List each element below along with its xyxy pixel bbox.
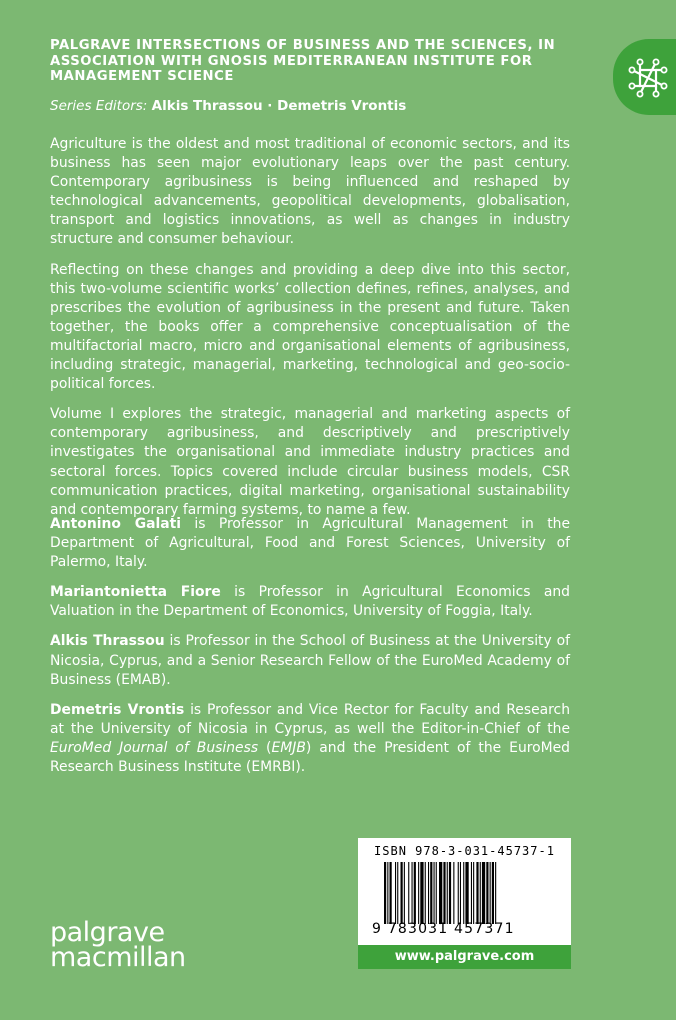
bio-fiore: [50, 583, 570, 621]
barcode-bar: [412, 862, 413, 924]
isbn-barcode: [358, 838, 571, 950]
barcode-bar: [390, 862, 392, 924]
bio-name: Alkis Thrassou: [50, 633, 165, 650]
barcode-bar: [420, 862, 423, 924]
barcode-bar: [471, 862, 472, 924]
barcode-bar: [397, 862, 398, 924]
logo-line-2: macmillan: [50, 942, 186, 973]
barcode-digits: 9 783031 457371: [372, 921, 515, 937]
barcode-bar: [463, 862, 464, 924]
bio-name: Antonino Galati: [50, 516, 182, 532]
barcode-bar: [473, 862, 474, 924]
series-editors-names: Alkis Thrassou · Demetris Vrontis: [151, 98, 407, 114]
barcode-bar: [447, 862, 448, 924]
palgrave-badge: [613, 39, 676, 115]
barcode-bar: [387, 862, 388, 924]
series-editors: [50, 98, 406, 114]
barcode-bar: [453, 862, 454, 924]
barcode-bar: [482, 862, 485, 924]
journal-title: EuroMed Journal of Business: [50, 739, 259, 756]
barcode-bar: [418, 862, 419, 924]
barcode-bar: [401, 862, 403, 924]
barcode-bar: [414, 862, 416, 924]
barcode-bar: [384, 862, 386, 924]
barcode-bar: [449, 862, 451, 924]
barcode-bar: [439, 862, 442, 924]
barcode-bar: [436, 862, 437, 924]
blurb-paragraph: Agriculture is the oldest and most traditional of economic sectors, and its business has seen major evolutionary leaps over the past century. Contemporary agribusiness is being influenced and reshaped by technological advancements, geopolitical developments, globalisation, transport and logistics innovations, as well as changes in industry structure and consumer behaviour.: [50, 136, 570, 248]
back-cover-blurb: [50, 135, 570, 531]
series-title: PALGRAVE INTERSECTIONS OF BUSINESS AND THE SCIENCES, IN ASSOCIATION WITH GNOSIS MEDITERRANEAN INSTITUTE FOR MANAGEMENT SCIENCE: [50, 38, 556, 84]
barcode-bar: [408, 862, 409, 924]
publisher-url[interactable]: www.palgrave.com: [358, 945, 571, 969]
barcode-bar: [495, 862, 496, 924]
barcode-bar: [460, 862, 461, 924]
barcode-bars: [384, 862, 549, 924]
journal-abbr: EMJB: [271, 739, 306, 756]
barcode-bar: [425, 862, 426, 924]
barcode-bar: [395, 862, 396, 924]
bio-name: Demetris Vrontis: [50, 701, 185, 718]
logo-line-1: palgrave: [50, 917, 165, 948]
bio-text: is Professor in the School of Business at the University of Nicosia, Cyprus, and a Senior Research Fellow of the EuroMed Academy of Business (EMAB).: [50, 633, 570, 688]
bio-text: is Professor and Vice Rector for Faculty and Research at the University of Nicosia in Cyprus, as well the Editor-in-Chief of the: [50, 701, 570, 737]
palgrave-compass-icon: [619, 49, 676, 107]
bio-vrontis: [50, 701, 570, 777]
barcode-bar: [486, 862, 488, 924]
bio-text: is Professor in Agricultural Management in the Department of Agricultural, Food and Forest Sciences, University of Palermo, Italy.: [50, 516, 570, 571]
bio-galati: [50, 515, 570, 572]
bio-text: ) and the President of the EuroMed Research Business Institute (EMRBI).: [50, 739, 571, 776]
bio-name: Mariantonietta Fiore: [50, 584, 221, 601]
isbn-text: ISBN 978-3-031-45737-1: [374, 844, 555, 858]
barcode-bar: [404, 862, 405, 924]
palgrave-macmillan-logo: [50, 917, 186, 973]
barcode-bar: [492, 862, 494, 924]
bio-text: (: [258, 739, 272, 756]
barcode-bar: [434, 862, 435, 924]
barcode-bar: [490, 862, 491, 924]
blurb-paragraph: Volume I explores the strategic, managerial and marketing aspects of contemporary agribusiness, and descriptively and prescriptively investigates the organisational and immediate industry practices and sectoral forces. Topics covered include circular business models, CSR communication practices, digital marketing, organisational sustainability and contemporary farming systems, to name a few.: [50, 406, 570, 518]
barcode-bar: [430, 862, 432, 924]
bio-thrassou: [50, 632, 570, 689]
barcode-bar: [476, 862, 478, 924]
author-bios: [50, 515, 570, 788]
series-editors-label: Series Editors:: [50, 98, 148, 114]
barcode-bar: [443, 862, 445, 924]
barcode-bar: [480, 862, 481, 924]
bio-text: is Professor in Agricultural Economics and Valuation in the Department of Economics, University of Foggia, Italy.: [50, 584, 570, 620]
barcode-bar: [428, 862, 429, 924]
blurb-paragraph: Reflecting on these changes and providing a deep dive into this sector, this two-volume scientific works’ collection defines, refines, analyses, and prescribes the evolution of agribusiness in the present and future. Taken together, the books offer a comprehensive conceptualisation of the multifactorial macro, micro and organisational elements of agribusiness, including strategic, managerial, marketing, technological and geo-socio-political forces.: [50, 261, 570, 393]
barcode-bar: [458, 862, 459, 924]
barcode-bar: [465, 862, 468, 924]
